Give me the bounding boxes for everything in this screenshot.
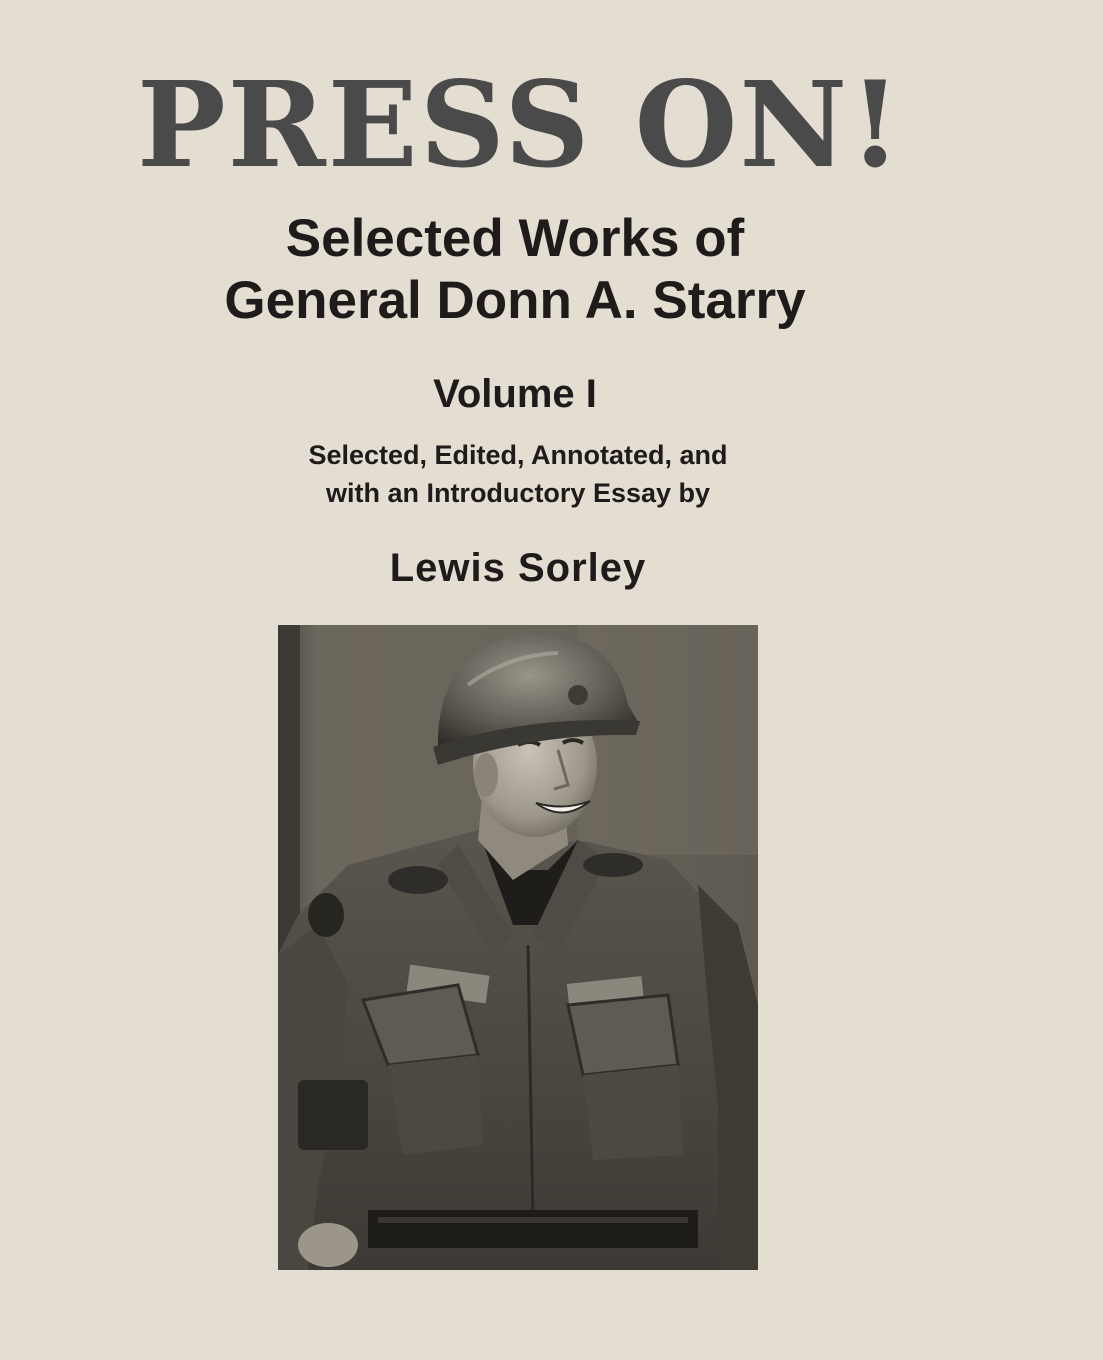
book-title: PRESS ON!: [136, 55, 904, 194]
editor-credit: [0, 436, 1036, 512]
subtitle-line-1: Selected Works of: [285, 209, 745, 268]
author-name: Lewis Sorley: [389, 546, 647, 590]
cover-photograph: [278, 625, 758, 1270]
volume-label: Volume I: [433, 372, 597, 416]
credit-line-1: Selected, Edited, Annotated, and: [308, 440, 728, 470]
book-subtitle: [0, 208, 1030, 332]
soldier-photo-illustration: [278, 625, 758, 1270]
credit-line-2: with an Introductory Essay by: [325, 478, 711, 508]
subtitle-line-2: General Donn A. Starry: [224, 271, 806, 330]
